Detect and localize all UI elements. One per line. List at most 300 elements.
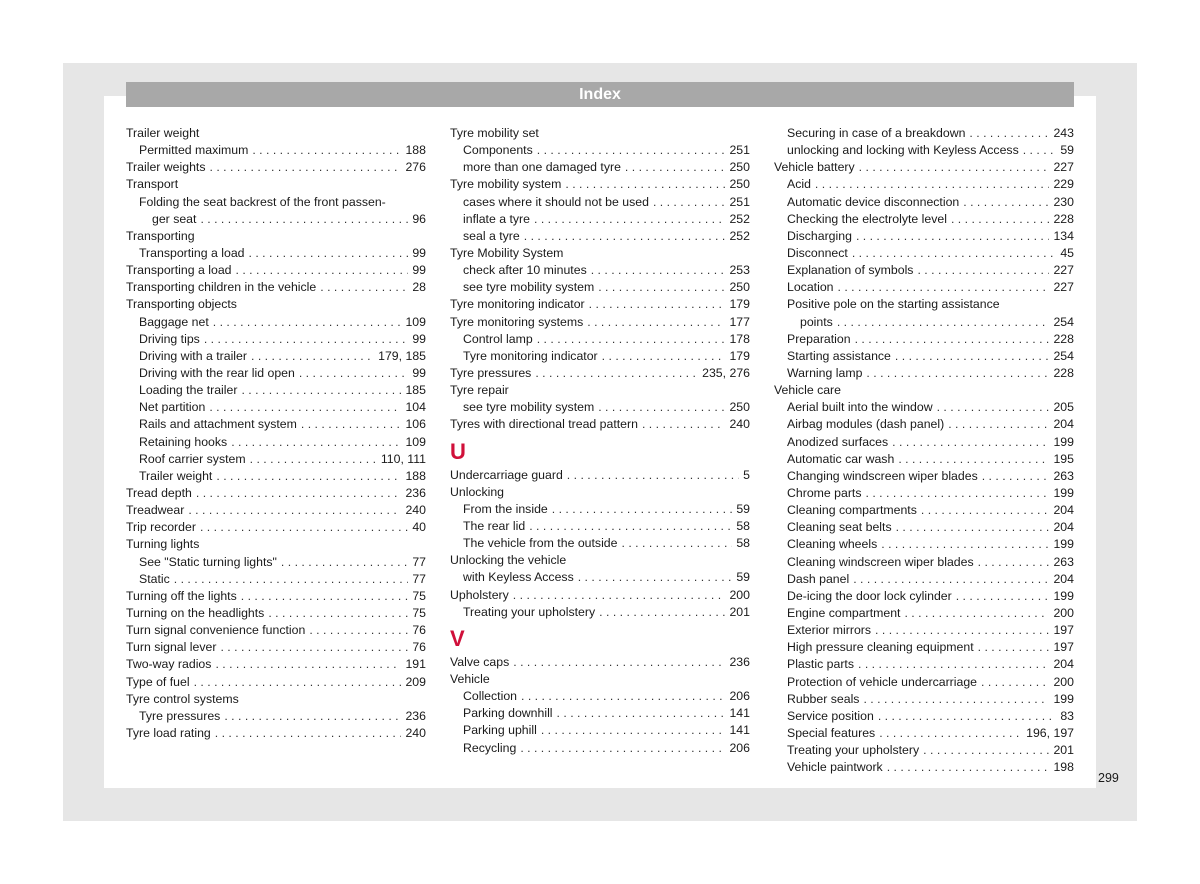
dot-leader <box>963 194 1049 211</box>
index-entry-label: Permitted maximum <box>139 143 249 158</box>
index-entry-label: Upholstery <box>450 587 509 602</box>
index-entry-page: 199 <box>1053 485 1074 500</box>
dot-leader <box>224 708 401 725</box>
index-entry-label: Securing in case of a breakdown <box>787 126 966 140</box>
index-entry <box>126 399 426 416</box>
index-entry-page: 109 <box>405 314 426 329</box>
dot-leader <box>1023 142 1057 159</box>
index-entry <box>774 554 1074 571</box>
index-entry-page: 236 <box>405 708 426 723</box>
index-entry-page: 75 <box>412 605 426 620</box>
dot-leader <box>892 434 1049 451</box>
dot-leader <box>241 382 401 399</box>
index-entry-page: 196, 197 <box>1026 725 1074 740</box>
index-entry <box>450 142 750 159</box>
dot-leader <box>598 279 725 296</box>
index-entry-label: Driving with the rear lid open <box>139 365 295 380</box>
index-entry-label: Vehicle <box>450 671 490 686</box>
index-entry <box>774 279 1074 296</box>
index-entry-page: 200 <box>729 587 750 602</box>
index-entry <box>774 588 1074 605</box>
index-entry <box>450 125 750 142</box>
dot-leader <box>898 451 1049 468</box>
index-entry <box>774 176 1074 193</box>
index-entry-page: 204 <box>1053 657 1074 672</box>
index-entry-page: 201 <box>1053 743 1074 758</box>
index-entry-label: Discharging <box>787 228 852 243</box>
dot-leader <box>251 348 374 365</box>
index-entry-label: Two-way radios <box>126 657 212 672</box>
index-entry-label: Parking uphill <box>463 723 537 738</box>
index-entry-label: From the inside <box>463 501 548 516</box>
index-entry-page: 191 <box>405 657 426 672</box>
index-entry-page: 59 <box>736 501 750 516</box>
index-entry-label: Roof carrier system <box>139 451 246 466</box>
dot-leader <box>557 705 726 722</box>
index-entry <box>126 622 426 639</box>
index-entry <box>450 279 750 296</box>
index-entry-page: 201 <box>729 604 750 619</box>
index-entry-page: 236 <box>729 654 750 669</box>
index-entry <box>450 176 750 193</box>
index-entry-page: 230 <box>1053 194 1074 209</box>
index-entry-page: 263 <box>1053 554 1074 569</box>
index-entry <box>774 691 1074 708</box>
index-entry-label: Tyre mobility set <box>450 126 539 140</box>
index-entry <box>774 674 1074 691</box>
index-entry-page: 250 <box>729 177 750 192</box>
index-entry <box>450 467 750 484</box>
index-entry-label: Tread depth <box>126 485 192 500</box>
index-entry <box>774 348 1074 365</box>
index-entry-page: 179 <box>729 348 750 363</box>
dot-leader <box>838 279 1050 296</box>
index-entry-page: 251 <box>729 143 750 158</box>
dot-leader <box>520 740 725 757</box>
section-letter: V <box>450 625 465 651</box>
index-column-1 <box>126 125 426 742</box>
index-entry <box>774 502 1074 519</box>
index-entry <box>450 671 750 688</box>
page-number: 299 <box>1098 771 1119 785</box>
index-entry-label: Cleaning wheels <box>787 537 878 552</box>
index-entry <box>774 468 1074 485</box>
dot-leader <box>969 125 1049 142</box>
index-entry-label: Folding the seat backrest of the front passen- <box>139 194 386 209</box>
dot-leader <box>859 159 1050 176</box>
index-entry-label: Starting assistance <box>787 348 891 363</box>
dot-leader <box>552 501 733 518</box>
index-entry-label: Turning lights <box>126 537 200 552</box>
index-entry-page: 236 <box>405 485 426 500</box>
index-entry-page: 110, 111 <box>380 451 426 466</box>
index-entry <box>774 536 1074 553</box>
dot-leader <box>878 708 1057 725</box>
index-entry <box>450 331 750 348</box>
dot-leader <box>948 416 1049 433</box>
index-entry-page: 252 <box>729 228 750 243</box>
dot-leader <box>309 622 408 639</box>
dot-leader <box>537 331 726 348</box>
index-entry <box>126 708 426 725</box>
dot-leader <box>194 674 402 691</box>
dot-leader <box>881 536 1049 553</box>
index-entry-page: 228 <box>1053 331 1074 346</box>
dot-leader <box>320 279 408 296</box>
index-entry-page: 243 <box>1053 126 1074 140</box>
index-entry <box>774 365 1074 382</box>
index-entry <box>450 228 750 245</box>
index-entry <box>774 656 1074 673</box>
index-entry-label: Tyre pressures <box>450 365 532 380</box>
index-entry-label: Vehicle care <box>774 383 841 398</box>
index-entry <box>450 382 750 399</box>
index-entry-label: Turning on the headlights <box>126 605 265 620</box>
index-entry <box>774 228 1074 245</box>
index-entry-page: 195 <box>1053 451 1074 466</box>
dot-leader <box>209 399 401 416</box>
index-entry <box>450 654 750 671</box>
index-entry <box>126 485 426 502</box>
index-entry-page: 200 <box>1053 605 1074 620</box>
index-entry-page: 227 <box>1053 280 1074 295</box>
dot-leader <box>815 176 1050 193</box>
dot-leader <box>174 571 409 588</box>
index-entry-page: 240 <box>729 417 750 432</box>
dot-leader <box>598 399 725 416</box>
index-entry <box>126 331 426 348</box>
index-entry <box>450 587 750 604</box>
dot-leader <box>937 399 1050 416</box>
index-entry-label: cases where it should not be used <box>463 194 649 209</box>
dot-leader <box>216 468 401 485</box>
index-entry-label: Transporting a load <box>139 245 245 260</box>
index-entry-label: Transporting a load <box>126 263 232 278</box>
index-entry <box>450 314 750 331</box>
index-entry <box>126 211 426 228</box>
index-entry <box>126 416 426 433</box>
index-column-2 <box>450 125 750 757</box>
index-entry-label: Retaining hooks <box>139 434 228 449</box>
index-entry-page: 197 <box>1053 640 1074 655</box>
index-entry <box>774 296 1074 313</box>
index-entry-label: Treating your upholstery <box>463 604 596 619</box>
index-entry-label: Dash panel <box>787 571 850 586</box>
dot-leader <box>978 639 1050 656</box>
index-entry <box>126 536 426 553</box>
index-entry <box>126 348 426 365</box>
dot-leader <box>541 722 726 739</box>
index-entry-label: Plastic parts <box>787 657 854 672</box>
dot-leader <box>875 622 1049 639</box>
index-entry-page: 99 <box>412 263 426 278</box>
index-entry-label: Tyre load rating <box>126 725 211 740</box>
index-entry <box>774 159 1074 176</box>
index-entry <box>774 605 1074 622</box>
index-entry <box>126 142 426 159</box>
index-entry-page: 200 <box>1053 674 1074 689</box>
dot-leader <box>921 502 1050 519</box>
dot-leader <box>602 348 726 365</box>
index-entry-page: 250 <box>729 160 750 175</box>
index-entry-label: Turn signal lever <box>126 640 217 655</box>
index-entry <box>450 262 750 279</box>
index-entry-page: 240 <box>405 725 426 740</box>
index-entry-label: Unlocking <box>450 484 504 499</box>
index-entry-page: 205 <box>1053 400 1074 415</box>
dot-leader <box>196 485 402 502</box>
index-entry-label: unlocking and locking with Keyless Access <box>787 143 1019 158</box>
index-entry <box>126 245 426 262</box>
index-entry-page: 75 <box>412 588 426 603</box>
index-entry <box>450 722 750 739</box>
dot-leader <box>853 571 1049 588</box>
index-entry <box>126 296 426 313</box>
dot-leader <box>866 485 1050 502</box>
index-entry-label: Changing windscreen wiper blades <box>787 468 978 483</box>
index-entry-page: 99 <box>412 331 426 346</box>
index-entry-page: 209 <box>405 674 426 689</box>
dot-leader <box>529 518 732 535</box>
dot-leader <box>587 314 725 331</box>
index-entry-label: more than one damaged tyre <box>463 160 621 175</box>
dot-leader <box>299 365 408 382</box>
index-entry <box>126 228 426 245</box>
index-entry-label: Location <box>787 280 834 295</box>
index-entry-page: 188 <box>405 143 426 158</box>
dot-leader <box>917 262 1049 279</box>
index-entry <box>774 211 1074 228</box>
index-entry <box>450 296 750 313</box>
index-entry <box>774 571 1074 588</box>
index-entry-label: Service position <box>787 708 874 723</box>
index-entry-label: Preparation <box>787 331 851 346</box>
index-entry-label: Transporting <box>126 228 195 243</box>
dot-leader <box>904 605 1049 622</box>
index-entry-page: 185 <box>405 383 426 398</box>
index-entry-label: Undercarriage guard <box>450 467 563 482</box>
dot-leader <box>513 587 726 604</box>
index-entry <box>126 605 426 622</box>
index-entry-label: Collection <box>463 689 517 704</box>
index-entry <box>450 211 750 228</box>
index-entry-label: Turning off the lights <box>126 588 237 603</box>
index-entry-page: 58 <box>736 518 750 533</box>
index-entry-page: 204 <box>1053 503 1074 518</box>
index-entry-page: 252 <box>729 211 750 226</box>
index-entry <box>774 399 1074 416</box>
index-entry <box>774 485 1074 502</box>
index-entry <box>774 382 1074 399</box>
index-entry-label: ger seat <box>152 211 197 226</box>
section-letter: U <box>450 438 466 464</box>
index-entry-label: inflate a tyre <box>463 211 530 226</box>
dot-leader <box>879 725 1022 742</box>
index-entry-page: 188 <box>405 468 426 483</box>
dot-leader <box>252 142 401 159</box>
index-entry-label: Trailer weights <box>126 160 206 175</box>
index-entry-page: 254 <box>1053 314 1074 329</box>
dot-leader <box>653 194 726 211</box>
dot-leader <box>978 554 1050 571</box>
index-entry-label: Trailer weight <box>126 126 200 140</box>
index-entry-page: 45 <box>1060 245 1074 260</box>
index-entry-label: Explanation of symbols <box>787 263 914 278</box>
index-entry-page: 58 <box>736 536 750 551</box>
index-header: Index <box>126 82 1074 107</box>
index-entry-page: 178 <box>729 331 750 346</box>
dot-leader <box>621 535 732 552</box>
index-entry-page: 99 <box>412 365 426 380</box>
dot-leader <box>524 228 726 245</box>
index-entry-label: Parking downhill <box>463 706 553 721</box>
index-entry <box>774 331 1074 348</box>
index-entry <box>126 502 426 519</box>
index-entry-label: Tyres with directional tread pattern <box>450 417 638 432</box>
index-entry-page: 227 <box>1053 160 1074 175</box>
dot-leader <box>589 296 726 313</box>
index-entry <box>126 159 426 176</box>
index-entry-page: 76 <box>412 640 426 655</box>
index-entry-label: Treadwear <box>126 503 185 518</box>
index-entry <box>126 176 426 193</box>
index-entry-label: Tyre monitoring indicator <box>463 348 598 363</box>
index-entry-label: De-icing the door lock cylinder <box>787 588 952 603</box>
index-entry-page: 199 <box>1053 434 1074 449</box>
index-entry-page: 76 <box>412 623 426 638</box>
index-entry <box>450 159 750 176</box>
dot-leader <box>215 656 401 673</box>
index-entry-label: Special features <box>787 725 876 740</box>
index-entry <box>774 451 1074 468</box>
index-entry <box>450 416 750 433</box>
index-entry-page: 199 <box>1053 537 1074 552</box>
index-entry-label: The vehicle from the outside <box>463 536 618 551</box>
index-entry-page: 204 <box>1053 417 1074 432</box>
dot-leader <box>200 211 408 228</box>
dot-leader <box>855 331 1050 348</box>
index-entry-label: Trip recorder <box>126 520 196 535</box>
index-entry-page: 104 <box>405 400 426 415</box>
index-entry-page: 28 <box>412 280 426 295</box>
index-entry <box>126 554 426 571</box>
dot-leader <box>896 519 1050 536</box>
index-entry <box>126 434 426 451</box>
dot-leader <box>220 639 408 656</box>
index-entry <box>450 518 750 535</box>
index-entry-label: check after 10 minutes <box>463 263 587 278</box>
index-entry <box>774 142 1074 159</box>
dot-leader <box>535 365 698 382</box>
index-entry-page: 40 <box>412 520 426 535</box>
dot-leader <box>231 434 401 451</box>
dot-leader <box>301 416 402 433</box>
index-entry-label: Checking the electrolyte level <box>787 211 947 226</box>
index-entry <box>450 365 750 382</box>
index-entry <box>774 622 1074 639</box>
index-entry <box>450 245 750 262</box>
index-entry-page: 228 <box>1053 211 1074 226</box>
dot-leader <box>200 519 408 536</box>
index-entry <box>126 125 426 142</box>
index-entry-page: 83 <box>1060 708 1074 723</box>
index-entry <box>774 125 1074 142</box>
index-entry <box>126 725 426 742</box>
index-entry <box>774 245 1074 262</box>
index-entry-label: Trailer weight <box>139 468 213 483</box>
index-entry-page: 77 <box>412 554 426 569</box>
index-entry-page: 141 <box>729 706 750 721</box>
index-entry <box>450 501 750 518</box>
index-entry-label: Net partition <box>139 400 206 415</box>
index-entry <box>126 468 426 485</box>
index-entry <box>126 691 426 708</box>
index-entry <box>126 588 426 605</box>
dot-leader <box>241 588 409 605</box>
index-entry <box>450 348 750 365</box>
index-entry-page: 96 <box>412 211 426 226</box>
index-entry-page: 199 <box>1053 588 1074 603</box>
index-entry-label: Loading the trailer <box>139 383 238 398</box>
index-entry-page: 5 <box>743 467 750 482</box>
dot-leader <box>249 245 409 262</box>
dot-leader <box>513 654 725 671</box>
index-entry-page: 240 <box>405 503 426 518</box>
index-entry <box>126 656 426 673</box>
index-entry <box>774 759 1074 776</box>
index-entry-page: 59 <box>736 570 750 585</box>
index-entry <box>126 571 426 588</box>
index-entry-label: Control lamp <box>463 331 533 346</box>
index-entry-label: Components <box>463 143 533 158</box>
index-entry-label: See "Static turning lights" <box>139 554 277 569</box>
index-entry-page: 199 <box>1053 691 1074 706</box>
index-entry <box>774 519 1074 536</box>
index-entry-label: Tyre control systems <box>126 691 239 706</box>
index-entry <box>774 708 1074 725</box>
index-entry-label: Cleaning compartments <box>787 503 917 518</box>
dot-leader <box>981 674 1049 691</box>
index-entry-label: Valve caps <box>450 654 510 669</box>
dot-leader <box>895 348 1050 365</box>
dot-leader <box>591 262 726 279</box>
index-entry-page: 197 <box>1053 623 1074 638</box>
index-entry-page: 106 <box>405 417 426 432</box>
index-entry-label: Acid <box>787 177 811 192</box>
index-entry <box>774 416 1074 433</box>
index-entry <box>126 314 426 331</box>
index-entry-page: 177 <box>729 314 750 329</box>
index-entry-label: Rails and attachment system <box>139 417 297 432</box>
index-entry-page: 276 <box>405 160 426 175</box>
dot-leader <box>951 211 1050 228</box>
index-entry-label: Type of fuel <box>126 674 190 689</box>
index-entry-label: Transport <box>126 177 179 192</box>
index-entry-label: Automatic device disconnection <box>787 194 960 209</box>
dot-leader <box>565 176 725 193</box>
dot-leader <box>521 688 725 705</box>
index-entry-label: Cleaning seat belts <box>787 520 892 535</box>
index-entry-label: Tyre monitoring indicator <box>450 297 585 312</box>
index-entry-page: 227 <box>1053 263 1074 278</box>
dot-leader <box>236 262 409 279</box>
index-entry-label: Driving with a trailer <box>139 348 247 363</box>
index-entry <box>126 194 426 211</box>
dot-leader <box>250 451 377 468</box>
index-entry-label: Tyre monitoring systems <box>450 314 584 329</box>
index-entry <box>126 519 426 536</box>
dot-leader <box>578 569 733 586</box>
